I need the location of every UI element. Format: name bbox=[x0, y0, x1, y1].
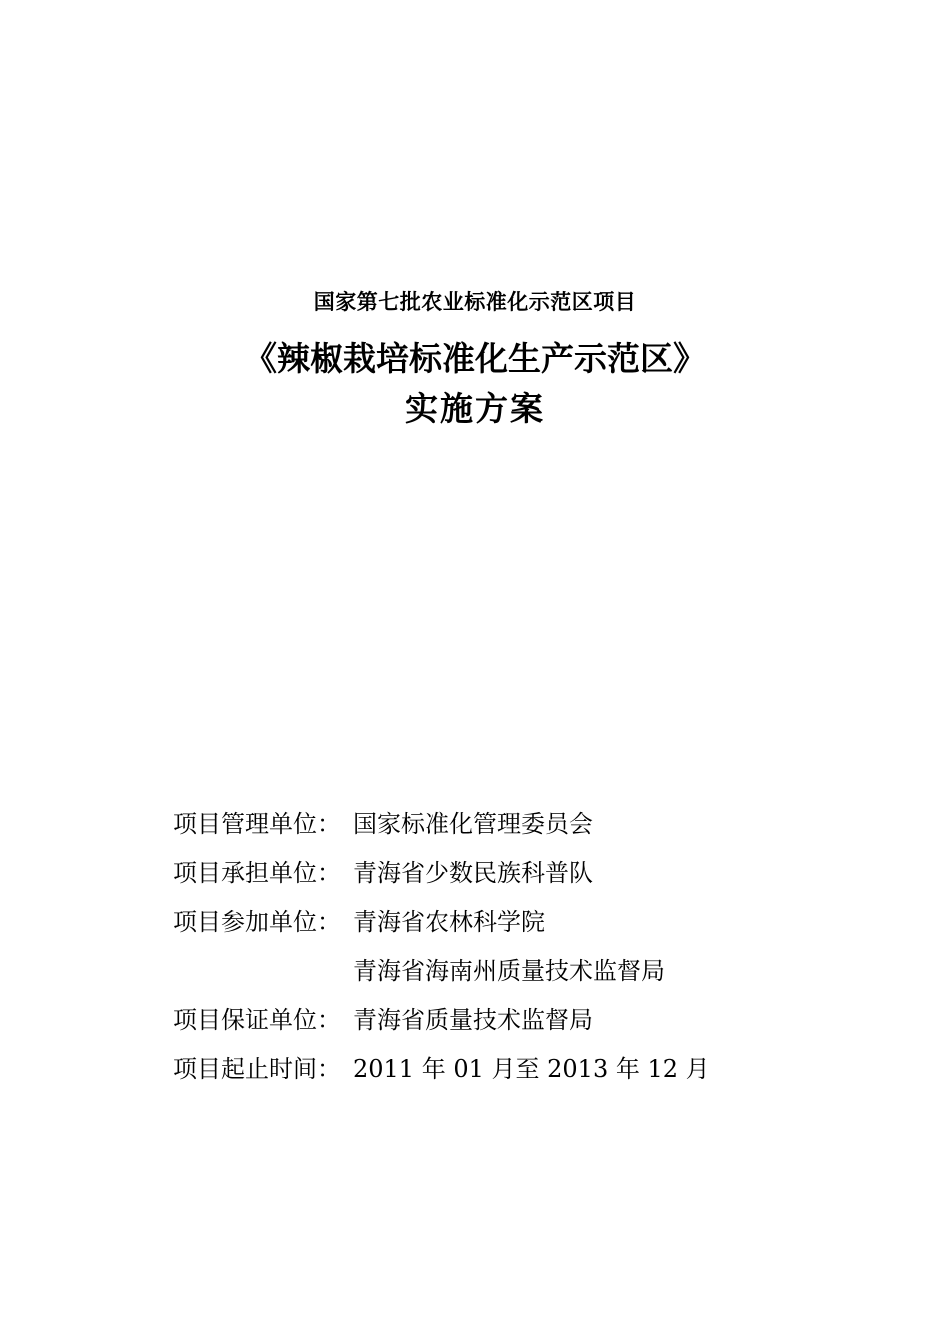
info-row-manager bbox=[173, 805, 873, 854]
guarantor-value: 青海省质量技术监督局 bbox=[353, 1006, 593, 1034]
document-type-heading: 实施方案 bbox=[405, 389, 545, 428]
project-info-block bbox=[173, 805, 873, 1099]
info-row-participant-continued bbox=[173, 952, 873, 1001]
undertaker-label: 项目承担单位： bbox=[173, 859, 341, 887]
participant-label: 项目参加单位： bbox=[173, 908, 341, 936]
undertaker-value: 青海省少数民族科普队 bbox=[353, 859, 593, 887]
period-label: 项目起止时间： bbox=[173, 1055, 341, 1083]
info-row-undertaker bbox=[173, 854, 873, 903]
participant-value-2: 青海省海南州质量技术监督局 bbox=[353, 957, 665, 985]
info-row-period bbox=[173, 1050, 873, 1099]
participant-value-1: 青海省农林科学院 bbox=[353, 908, 545, 936]
manager-label: 项目管理单位： bbox=[173, 810, 341, 838]
info-row-participant bbox=[173, 903, 873, 952]
info-row-guarantor bbox=[173, 1001, 873, 1050]
document-title: 《辣椒栽培标准化生产示范区》 bbox=[244, 339, 706, 378]
period-value: 2011 年 01 月至 2013 年 12 月 bbox=[353, 1055, 710, 1083]
guarantor-label: 项目保证单位： bbox=[173, 1006, 341, 1034]
project-subtitle: 国家第七批农业标准化示范区项目 bbox=[313, 290, 637, 314]
manager-value: 国家标准化管理委员会 bbox=[353, 810, 593, 838]
